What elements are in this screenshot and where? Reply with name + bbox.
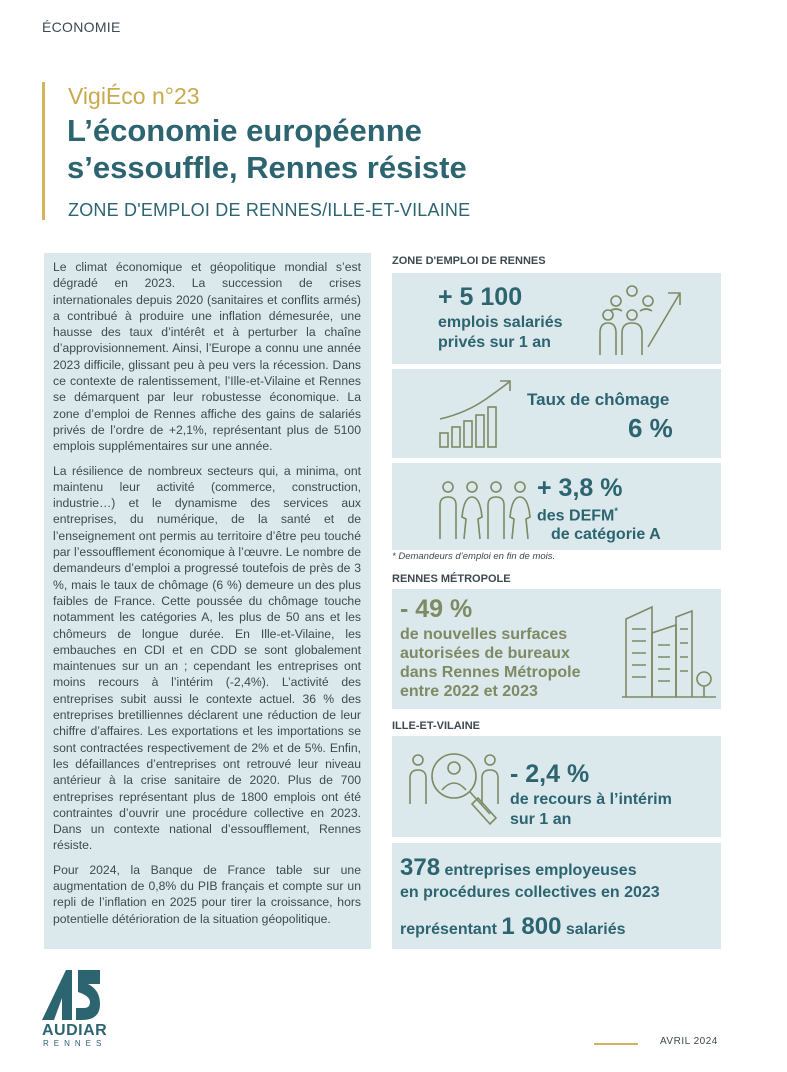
stat-card-procedures xyxy=(392,843,721,949)
body-paragraph: Pour 2024, la Banque de France table sur une augmentation de 0,8% du PIB français et compte sur un repli de l’inflation en 2025 pour tirer la croissance, hors potentielle détérioration de la situation géopolitique. xyxy=(53,862,361,926)
bar-chart-growth-icon xyxy=(436,375,516,451)
zone-label: ZONE D'EMPLOI DE RENNES xyxy=(392,255,546,267)
stat-card-employment xyxy=(392,273,721,364)
stat-value: 6 % xyxy=(628,413,673,443)
title-accent-bar xyxy=(42,82,45,220)
stat-caption: représentant 1 800 salariés xyxy=(400,913,626,940)
office-buildings-icon xyxy=(622,603,716,699)
logo-subtext: RENNES xyxy=(43,1039,107,1048)
workers-growth-icon xyxy=(596,281,686,357)
iv-label: ILLE-ET-VILAINE xyxy=(392,720,480,732)
footer-accent-line xyxy=(594,1043,638,1045)
logo-text: AUDIAR xyxy=(42,1022,108,1039)
section-tag: ÉCONOMIE xyxy=(42,19,121,35)
page-subtitle: ZONE D'EMPLOI DE RENNES/ILLE-ET-VILAINE xyxy=(68,200,471,220)
page-title xyxy=(67,112,467,186)
stat-value: + 5 100 xyxy=(438,283,523,311)
audiar-logo-icon xyxy=(42,970,100,1020)
stat-caption: Taux de chômage xyxy=(527,390,670,409)
stat-caption: de nouvelles surfaces autorisées de bureaux dans Rennes Métropole entre 2022 et 2023 xyxy=(400,626,581,700)
jobseekers-group-icon xyxy=(436,477,532,541)
stat-caption: 378 entreprises employeuses en procédures collectives en 2023 xyxy=(400,854,660,901)
metro-label: RENNES MÉTROPOLE xyxy=(392,573,511,585)
stat-value: 1 800 xyxy=(501,913,562,940)
body-paragraph: La résilience de nombreux secteurs qui, a minima, ont maintenu leur activité (commerce, construction, industrie…) et le dynamisme des services aux entreprises, du numérique, de la santé et de l’enseignement ont permis au territoire d’être peu touché par l’essoufflement économique à l’œuvre. Le nombre de demandeurs d’emploi a progressé toutefois de près de 3 %, mais le taux de chômage (6 %) demeure un des plus faibles de France. Cette poussée du chômage touche notamment les catégories A, les plus de 50 ans et les chômeurs de longue durée. En Ille-et-Vilaine, les embauches en CDI et en CDD se sont globalement maintenues sur un an ; cependant les entreprises ont moins recours à l’intérim (-2,4%). L’activité des entreprises subit aussi le contexte actuel. 36 % des entreprises bretilliennes déclarent une réduction de leur chiffre d’affaires. Les exportations et les importations se sont contractées respectivement de 2% et de 5%. Enfin, les défaillances d’entreprises ont retrouvé leur niveau antérieur à la crise sanitaire de 2020. Plus de 700 entreprises représentant plus de 1800 emplois ont été contraintes d’ouvrir une procédure collective en 2023. Dans un contexte national d’essoufflement, Rennes résiste. xyxy=(53,463,362,853)
footer-date: AVRIL 2024 xyxy=(660,1036,718,1047)
magnifier-people-icon xyxy=(406,742,506,832)
stat-value: - 49 % xyxy=(400,595,473,623)
footnote: * Demandeurs d’emploi en fin de mois. xyxy=(392,551,556,562)
stat-value: + 3,8 % xyxy=(537,474,623,502)
stat-value: 378 xyxy=(400,854,441,881)
stat-card-unemployment xyxy=(392,369,721,458)
stat-caption: emplois salariés privés sur 1 an xyxy=(438,314,563,351)
stat-caption: de catégorie A xyxy=(551,526,661,543)
stat-value: - 2,4 % xyxy=(510,760,590,788)
stat-card-offices xyxy=(392,589,721,709)
title-line-2: s’essouffle, Rennes résiste xyxy=(67,150,467,185)
issue-kicker: VigiÉco n°23 xyxy=(68,83,200,109)
stat-caption: de recours à l’intérim sur 1 an xyxy=(510,791,672,828)
body-paragraph: Le climat économique et géopolitique mondial s’est dégradé en 2023. La succession de crises internationales depuis 2020 (sanitaires et conflits armés) a contribué à produire une inflation démesurée, une hausse des taux d’intérêt et à perturber la chaîne d’approvisionnement. Ainsi, l’Europe a connu une année 2023 difficile, glissant peu à peu vers la récession. Dans ce contexte de ralentissement, l’Ille-et-Vilaine et Rennes se démarquent par leur robustesse économique. La zone d’emploi de Rennes affiche des gains de salariés privés de l’ordre de +2,1%, représentant plus de 5100 emplois supplémentaires sur une année. xyxy=(53,260,361,454)
title-line-1: L’économie européenne xyxy=(67,113,422,148)
stat-caption: des DEFM* xyxy=(537,506,618,525)
body-text xyxy=(53,259,361,935)
stat-card-interim xyxy=(392,736,721,837)
stat-card-defm xyxy=(392,463,721,550)
